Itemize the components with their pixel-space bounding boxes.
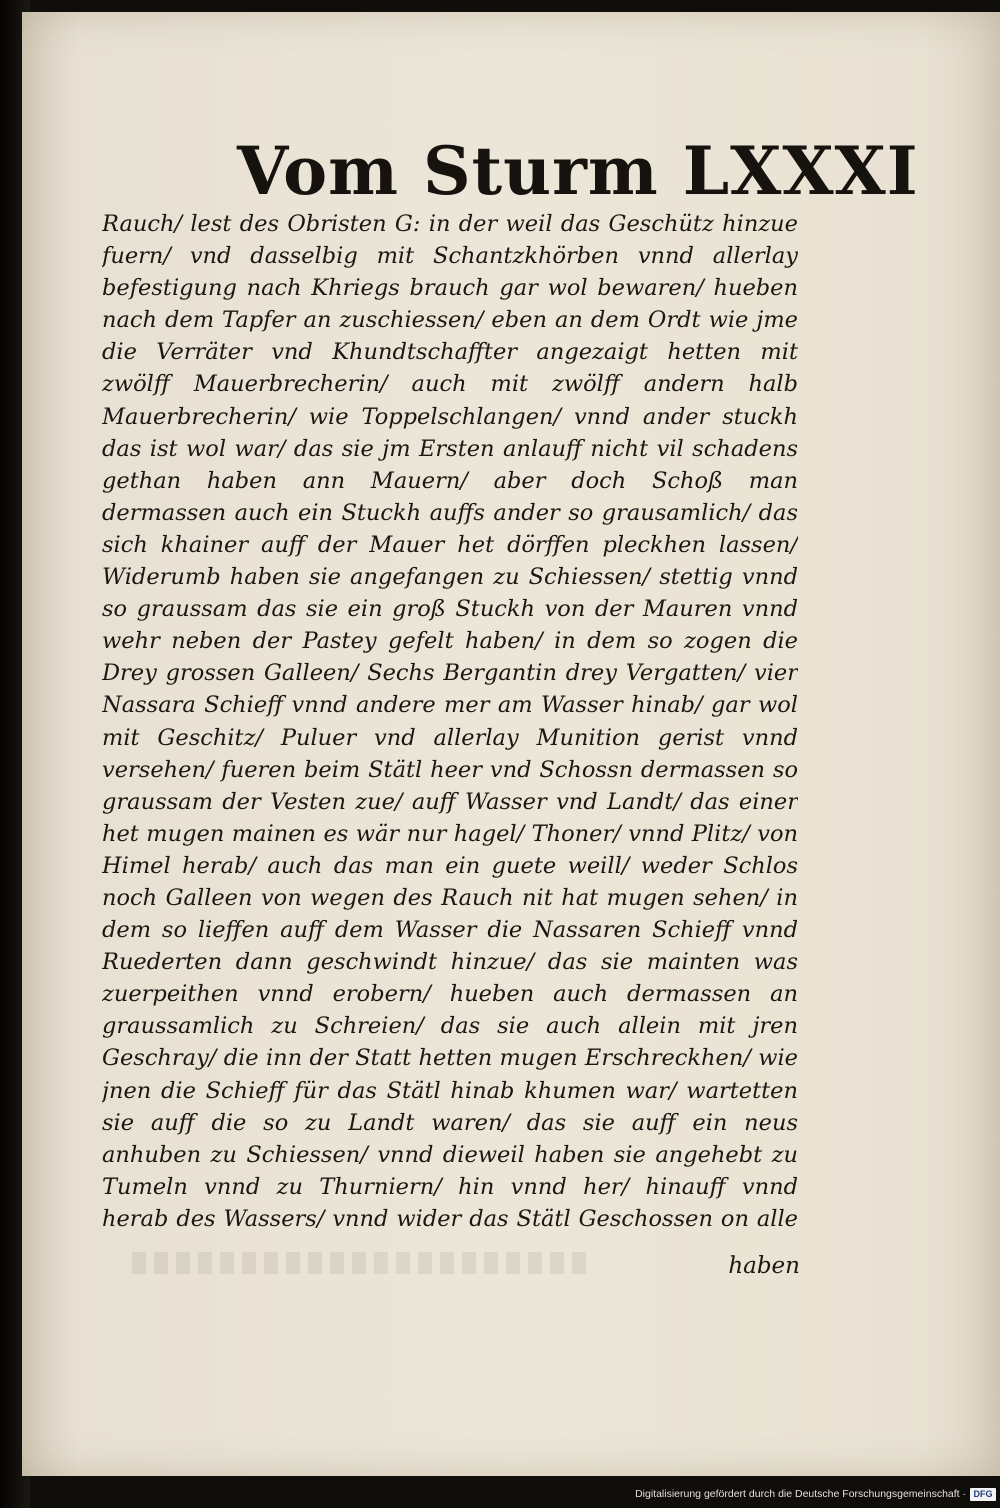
catchword: haben [728,1253,800,1279]
body-paragraph: Rauch/ lest des Obristen G: in der weil das Geschütz hinzue fuern/ vnd dasselbig mit Schantzkhörben vnnd allerlay befestigung nach Khriegs brauch gar wol bewaren/ hueben nach dem Tapfer an zuschiessen/ eben an dem Ordt wie jme die Verräter vnd Khundtschaffter angezaigt hetten mit zwölff Mauerbrecherin/ auch mit zwölff andern halb Mauerbrecherin/ wie Toppelschlangen/ vnnd ander stuckh das ist wol war/ das sie jm Ersten anlauff nicht vil schadens gethan haben ann Mauern/ aber doch Schoß man dermassen auch ein Stuckh auffs ander so grausamlich/ das sich khainer auff der Mauer het dörffen pleckhen lassen/ Widerumb haben sie angefangen zu Schiessen/ stettig vnnd so graussam das sie ein groß Stuckh von der Mauren vnnd wehr neben der Pastey gefelt haben/ in dem so zogen die Drey grossen Galleen/ Sechs Bergantin drey Vergatten/ vier Nassara Schieff vnnd andere mer am Wasser hinab/ gar wol mit Geschitz/ Puluer vnd allerlay Munition gerist vnnd versehen/ fueren beim Stätl heer vnd Schossn dermassen so graussam der Vesten zue/ auff Wasser vnd Landt/ das einer het mugen mainen es wär nur hagel/ Thoner/ vnnd Plitz/ von Himel herab/ auch das man ein guete weill/ weder Schlos noch Galleen von wegen des Rauch nit hat mugen sehen/ in dem so lieffen auff dem Wasser die Nassaren Schieff vnnd Ruederten dann geschwindt hinzue/ das sie mainten was zuerpeithen vnnd erobern/ hueben auch dermassen an graussamlich zu Schreien/ das sie auch allein mit jren Geschray/ die inn der Statt hetten mugen Erschreckhen/ wie jnen die Schieff für das Stätl hinab khumen war/ wartetten sie auff die so zu Landt waren/ das sie auff ein neus anhuben zu Schiessen/ vnnd dieweil haben sie angehebt zu Tumeln vnnd zu Thurniern/ hin vnnd her/ hinauff vnnd herab des Wassers/ vnnd wider das Stätl Geschossen on alle [102,211,798,1232]
funding-credit: Digitalisierung gefördert durch die Deutsche Forschungsgemeinschaft · [635,1488,966,1500]
digitization-footer [600,1486,996,1502]
dfg-logo-icon: DFG [970,1488,996,1501]
book-page [22,12,1000,1476]
page-heading: Vom Sturm LXXXI [237,132,919,210]
show-through-bleed [132,1252,592,1274]
